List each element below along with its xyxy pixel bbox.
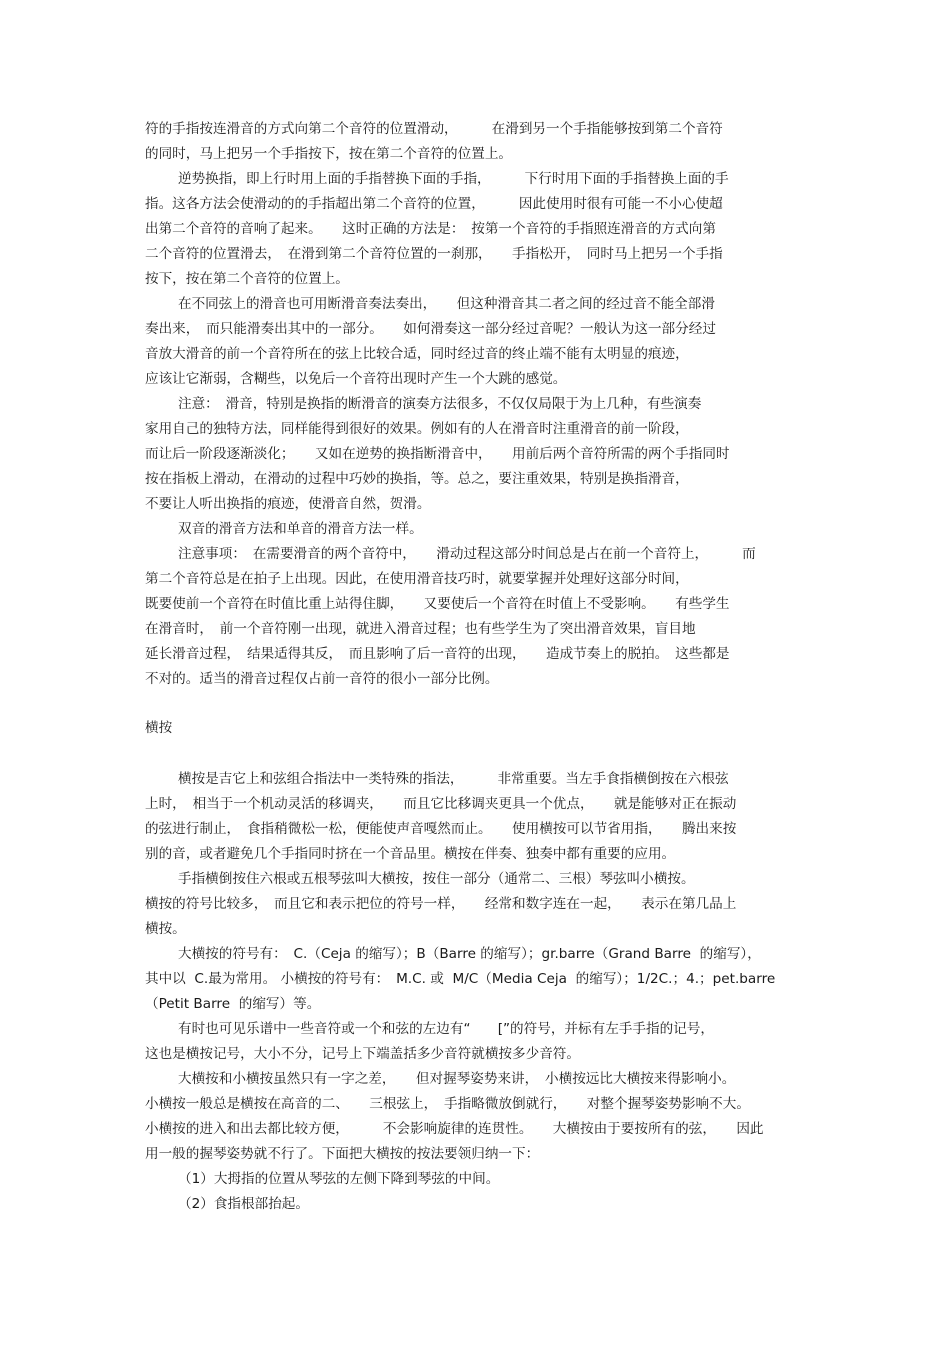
paragraph-line: 在不同弦上的滑音也可用断滑音奏法奏出， 但这种滑音其二者之间的经过音不能全部滑 bbox=[178, 296, 715, 312]
paragraph-line: 上时， 相当于一个机动灵活的移调夹， 而且它比移调夹更具一个优点， 就是能够对正在振动 bbox=[145, 796, 737, 812]
paragraph-line: 有时也可见乐谱中一些音符或一个和弦的左边有“ [”的符号，并标有左手手指的记号， bbox=[178, 1021, 714, 1037]
paragraph-line: 横按。 bbox=[145, 921, 186, 937]
paragraph-line: 用一般的握琴姿势就不行了。下面把大横按的按法要领归纳一下： bbox=[145, 1146, 540, 1162]
section-heading: 横按 bbox=[145, 720, 173, 736]
paragraph-line: 指。这各方法会使滑动的的手指超出第二个音符的位置， 因此使用时很有可能一不小心使超 bbox=[145, 196, 723, 212]
paragraph-line: 应该让它渐弱，含糊些，以免后一个音符出现时产生一个大跳的感觉。 bbox=[145, 371, 567, 387]
paragraph-line: 不对的。适当的滑音过程仅占前一音符的很小一部分比例。 bbox=[145, 671, 499, 687]
paragraph-line: 这也是横按记号，大小不分，记号上下端盖括多少音符就横按多少音符。 bbox=[145, 1046, 580, 1062]
paragraph-line: 横按是吉它上和弦组合指法中一类特殊的指法， 非常重要。当左手食指横倒按在六根弦 bbox=[178, 771, 729, 787]
paragraph-line: 奏出来， 而只能滑奏出其中的一部分。 如何滑奏这一部分经过音呢？一般认为这一部分经过 bbox=[145, 321, 716, 337]
paragraph-line: （Petit Barre 的缩写）等。 bbox=[145, 996, 321, 1012]
paragraph-line: 延长滑音过程， 结果适得其反， 而且影响了后一音符的出现， 造成节奏上的脱拍。 这些都是 bbox=[145, 646, 730, 662]
paragraph-line: 大横按和小横按虽然只有一字之差， 但对握琴姿势来讲， 小横按远比大横按来得影响小。 bbox=[178, 1071, 736, 1087]
list-item: （2）食指根部抬起。 bbox=[178, 1196, 309, 1212]
paragraph-line: 手指横倒按住六根或五根琴弦叫大横按，按住一部分（通常二、三根）琴弦叫小横按。 bbox=[178, 871, 695, 887]
paragraph-line: 逆势换指，即上行时用上面的手指替换下面的手指， 下行时用下面的手指替换上面的手 bbox=[178, 171, 729, 187]
paragraph-line: 其中以 C.最为常用。 小横按的符号有： M.C. 或 M/C（Media Ceja 的缩写）；1/2C.；4.；pet.barre bbox=[145, 971, 776, 987]
paragraph-line: 大横按的符号有： C.（Ceja 的缩写）；B（Barre 的缩写）；gr.barre（Grand Barre 的缩写）， bbox=[178, 946, 761, 962]
paragraph-line: 按下，按在第二个音符的位置上。 bbox=[145, 271, 349, 287]
paragraph-line: 小横按一般总是横按在高音的二、 三根弦上， 手指略微放倒就行， 对整个握琴姿势影响不大。 bbox=[145, 1096, 750, 1112]
paragraph-line: 注意事项： 在需要滑音的两个音符中， 滑动过程这部分时间总是占在前一个音符上， 而 bbox=[178, 546, 756, 562]
list-item: （1）大拇指的位置从琴弦的左侧下降到琴弦的中间。 bbox=[178, 1171, 500, 1187]
paragraph-line: 而让后一阶段逐渐淡化； 又如在逆势的换指断滑音中， 用前后两个音符所需的两个手指同时 bbox=[145, 446, 730, 462]
paragraph-line: 双音的滑音方法和单音的滑音方法一样。 bbox=[178, 521, 423, 537]
paragraph-line: 的弦进行制止， 食指稍微松一松，便能使声音嘎然而止。 使用横按可以节省用指， 腾出来按 bbox=[145, 821, 737, 837]
paragraph-line: 小横按的进入和出去都比较方便， 不会影响旋律的连贯性。 大横按由于要按所有的弦， 因此 bbox=[145, 1121, 764, 1137]
paragraph-line: 既要使前一个音符在时值比重上站得住脚， 又要使后一个音符在时值上不受影响。 有些学生 bbox=[145, 596, 730, 612]
paragraph-line: 别的音，或者避免几个手指同时挤在一个音品里。横按在伴奏、独奏中都有重要的应用。 bbox=[145, 846, 676, 862]
paragraph-line: 在滑音时， 前一个音符刚一出现，就进入滑音过程；也有些学生为了突出滑音效果，盲目地 bbox=[145, 621, 696, 637]
paragraph-line: 注意： 滑音，特别是换指的断滑音的演奏方法很多，不仅仅局限于为上几种，有些演奏 bbox=[178, 396, 702, 412]
paragraph-line: 的同时，马上把另一个手指按下，按在第二个音符的位置上。 bbox=[145, 146, 513, 162]
paragraph-line: 按在指板上滑动，在滑动的过程中巧妙的换指，等。总之，要注重效果，特别是换指滑音， bbox=[145, 471, 689, 487]
paragraph-line: 横按的符号比较多， 而且它和表示把位的符号一样， 经常和数字连在一起， 表示在第几品上 bbox=[145, 896, 737, 912]
paragraph-line: 不要让人听出换指的痕迹，使滑音自然，贺滑。 bbox=[145, 496, 431, 512]
paragraph-line: 符的手指按连滑音的方式向第二个音符的位置滑动， 在滑到另一个手指能够按到第二个音符 bbox=[145, 121, 723, 137]
paragraph-line: 家用自己的独特方法，同样能得到很好的效果。例如有的人在滑音时注重滑音的前一阶段， bbox=[145, 421, 689, 437]
paragraph-line: 二个音符的位置滑去， 在滑到第二个音符位置的一刹那， 手指松开， 同时马上把另一个手指 bbox=[145, 246, 723, 262]
paragraph-line: 音放大滑音的前一个音符所在的弦上比较合适，同时经过音的终止端不能有太明显的痕迹， bbox=[145, 346, 689, 362]
paragraph-line: 出第二个音符的音响了起来。 这时正确的方法是： 按第一个音符的手指照连滑音的方式向第 bbox=[145, 221, 716, 237]
paragraph-line: 第二个音符总是在拍子上出现。因此，在使用滑音技巧时，就要掌握并处理好这部分时间， bbox=[145, 571, 689, 587]
